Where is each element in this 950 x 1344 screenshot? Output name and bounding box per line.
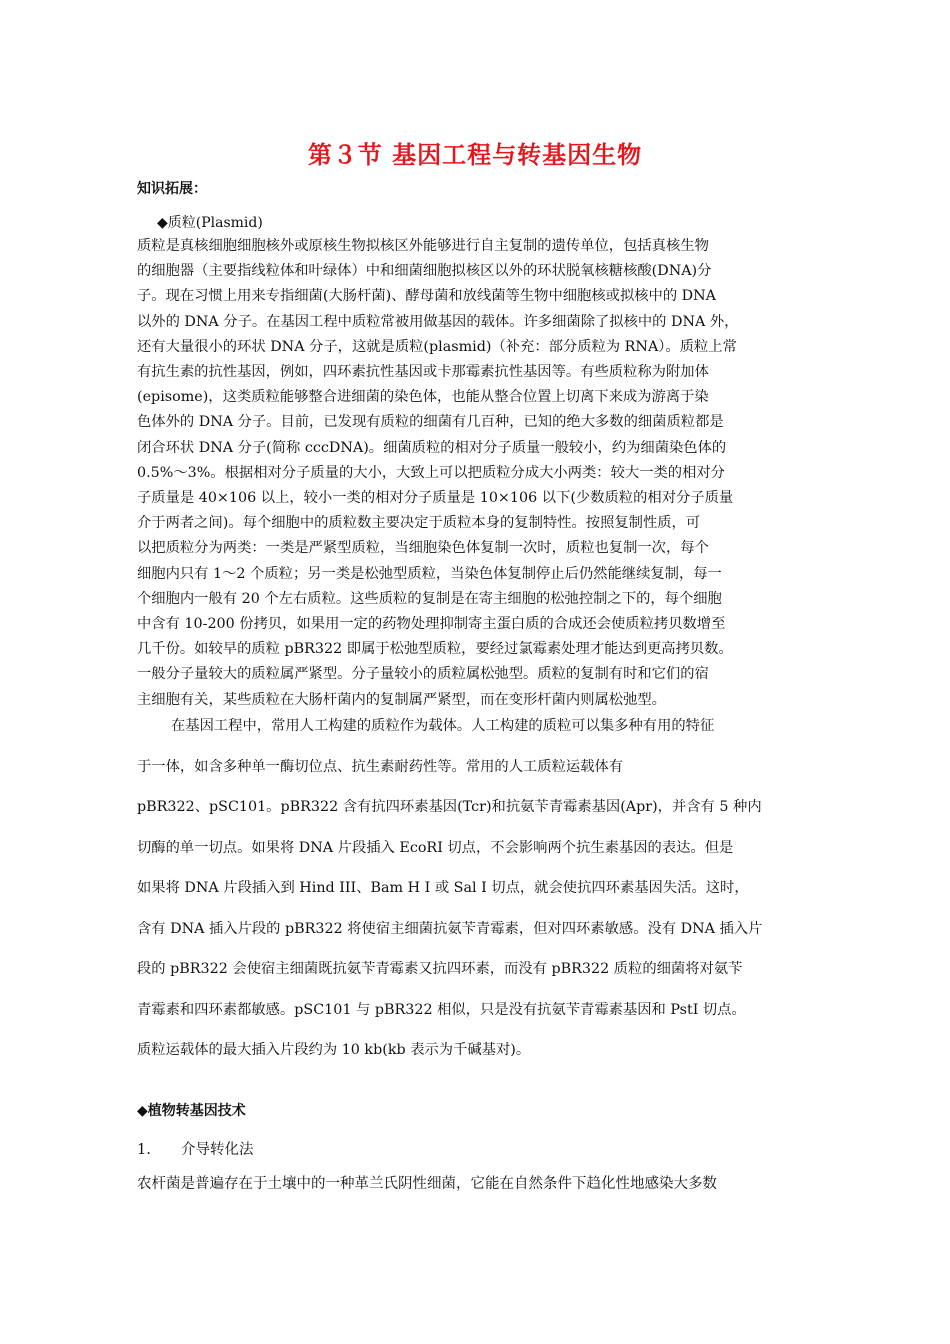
paragraph-line: 以把质粒分为两类：一类是严紧型质粒，当细胞染色体复制一次时，质粒也复制一次，每个 xyxy=(137,540,709,557)
paragraph-line: (episome)，这类质粒能够整合进细菌的染色体，也能从整合位置上切离下来成为游离于染 xyxy=(137,389,709,406)
paragraph-line: 主细胞有关，某些质粒在大肠杆菌内的复制属严紧型，而在变形杆菌内则属松弛型。 xyxy=(137,691,666,708)
paragraph-line: 的细胞器（主要指线粒体和叶绿体）中和细菌细胞拟核区以外的环状脱氧核糖核酸(DNA)分 xyxy=(137,263,712,280)
paragraph-line: 含有 DNA 插入片段的 pBR322 将使宿主细菌抗氨苄青霉素，但对四环素敏感。没有 DNA 插入片 xyxy=(137,920,763,937)
paragraph-line: 介于两者之间)。每个细胞中的质粒数主要决定于质粒本身的复制特性。按照复制性质，可 xyxy=(137,515,701,532)
paragraph-line: 青霉素和四环素都敏感。pSC101 与 pBR322 相似，只是没有抗氨苄青霉素基因和 PstI 切点。 xyxy=(137,1001,746,1018)
paragraph-line: 质粒是真核细胞细胞核外或原核生物拟核区外能够进行自主复制的遗传单位，包括真核生物 xyxy=(137,238,709,254)
paragraph-line: 以外的 DNA 分子。在基因工程中质粒常被用做基因的载体。许多细菌除了拟核中的 DNA 外， xyxy=(137,313,739,330)
paragraph-line: 于一体，如含多种单一酶切位点、抗生素耐药性等。常用的人工质粒运载体有 xyxy=(137,758,624,775)
paragraph-line: 段的 pBR322 会使宿主细菌既抗氨苄青霉素又抗四环素，而没有 pBR322 质粒的细菌将对氨苄 xyxy=(137,961,743,977)
paragraph-line: 闭合环状 DNA 分子(简称 cccDNA)。细菌质粒的相对分子质量一般较小，约为细菌染色体的 xyxy=(137,439,727,456)
paragraph-line: 如果将 DNA 片段插入到 Hind III、Bam H I 或 Sal I 切点，就会使抗四环素基因失活。这时， xyxy=(137,880,749,896)
knowledge-extension-heading: 知识拓展： xyxy=(137,181,207,197)
page-title: 第３节 基因工程与转基因生物 xyxy=(307,141,643,169)
list-item-text: 介导转化法 xyxy=(181,1142,254,1158)
paragraph-line: 一般分子量较大的质粒属严紧型。分子量较小的质粒属松弛型。质粒的复制有时和它们的宿 xyxy=(137,666,709,683)
paragraph-line: 农杆菌是普遍存在于土壤中的一种革兰氏阴性细菌，它能在自然条件下趋化性地感染大多数 xyxy=(137,1176,717,1192)
paragraph-line: 质粒运载体的最大插入片段约为 10 kb(kb 表示为千碱基对)。 xyxy=(137,1042,531,1058)
paragraph-line: pBR322、pSC101。pBR322 含有抗四环素基因(Tcr)和抗氨苄青霉素基因(Apr)，并含有 5 种内 xyxy=(137,799,762,815)
vector-paragraph xyxy=(137,706,817,1071)
paragraph-line: 在基因工程中，常用人工构建的质粒作为载体。人工构建的质粒可以集多种有用的特征 xyxy=(171,718,715,734)
list-item-number: 1. xyxy=(137,1142,151,1158)
paragraph-line: 子质量是 40×106 以上，较小一类的相对分子质量是 10×106 以下(少数质粒的相对分子质量 xyxy=(137,490,734,507)
paragraph-line: 个细胞内一般有 20 个左右质粒。这些质粒的复制是在寄主细胞的松弛控制之下的，每个细胞 xyxy=(137,590,722,607)
plasmid-heading: ◆质粒(Plasmid) xyxy=(157,215,263,231)
paragraph-line: 几千份。如较早的质粒 pBR322 即属于松弛型质粒，要经过氯霉素处理才能达到更高拷贝数。 xyxy=(137,641,733,658)
paragraph-line: 中含有 10-200 份拷贝，如果用一定的药物处理抑制寄主蛋白质的合成还会使质粒拷贝数增至 xyxy=(137,616,726,633)
list-item xyxy=(137,1138,254,1159)
paragraph-line: 色体外的 DNA 分子。目前，已发现有质粒的细菌有几百种，已知的绝大多数的细菌质粒都是 xyxy=(137,414,724,431)
plasmid-paragraph xyxy=(137,234,817,713)
paragraph-line: 还有大量很小的环状 DNA 分子，这就是质粒(plasmid)（补充：部分质粒为 RNA）。质粒上常 xyxy=(137,338,737,355)
paragraph-line: 细胞内只有 1～2 个质粒；另一类是松弛型质粒，当染色体复制停止后仍然能继续复制，每一 xyxy=(137,565,722,582)
paragraph-line: 0.5%～3%。根据相对分子质量的大小，大致上可以把质粒分成大小两类：较大一类的相对分 xyxy=(137,464,725,481)
plant-transgenic-heading: ◆植物转基因技术 xyxy=(137,1103,246,1119)
paragraph-line: 切酶的单一切点。如果将 DNA 片段插入 EcoRI 切点，不会影响两个抗生素基因的表达。但是 xyxy=(137,839,734,856)
paragraph-line: 有抗生素的抗性基因，例如，四环素抗性基因或卡那霉素抗性基因等。有些质粒称为附加体 xyxy=(137,364,709,381)
paragraph-line: 子。现在习惯上用来专指细菌(大肠杆菌)、酵母菌和放线菌等生物中细胞核或拟核中的 DNA xyxy=(137,288,716,305)
